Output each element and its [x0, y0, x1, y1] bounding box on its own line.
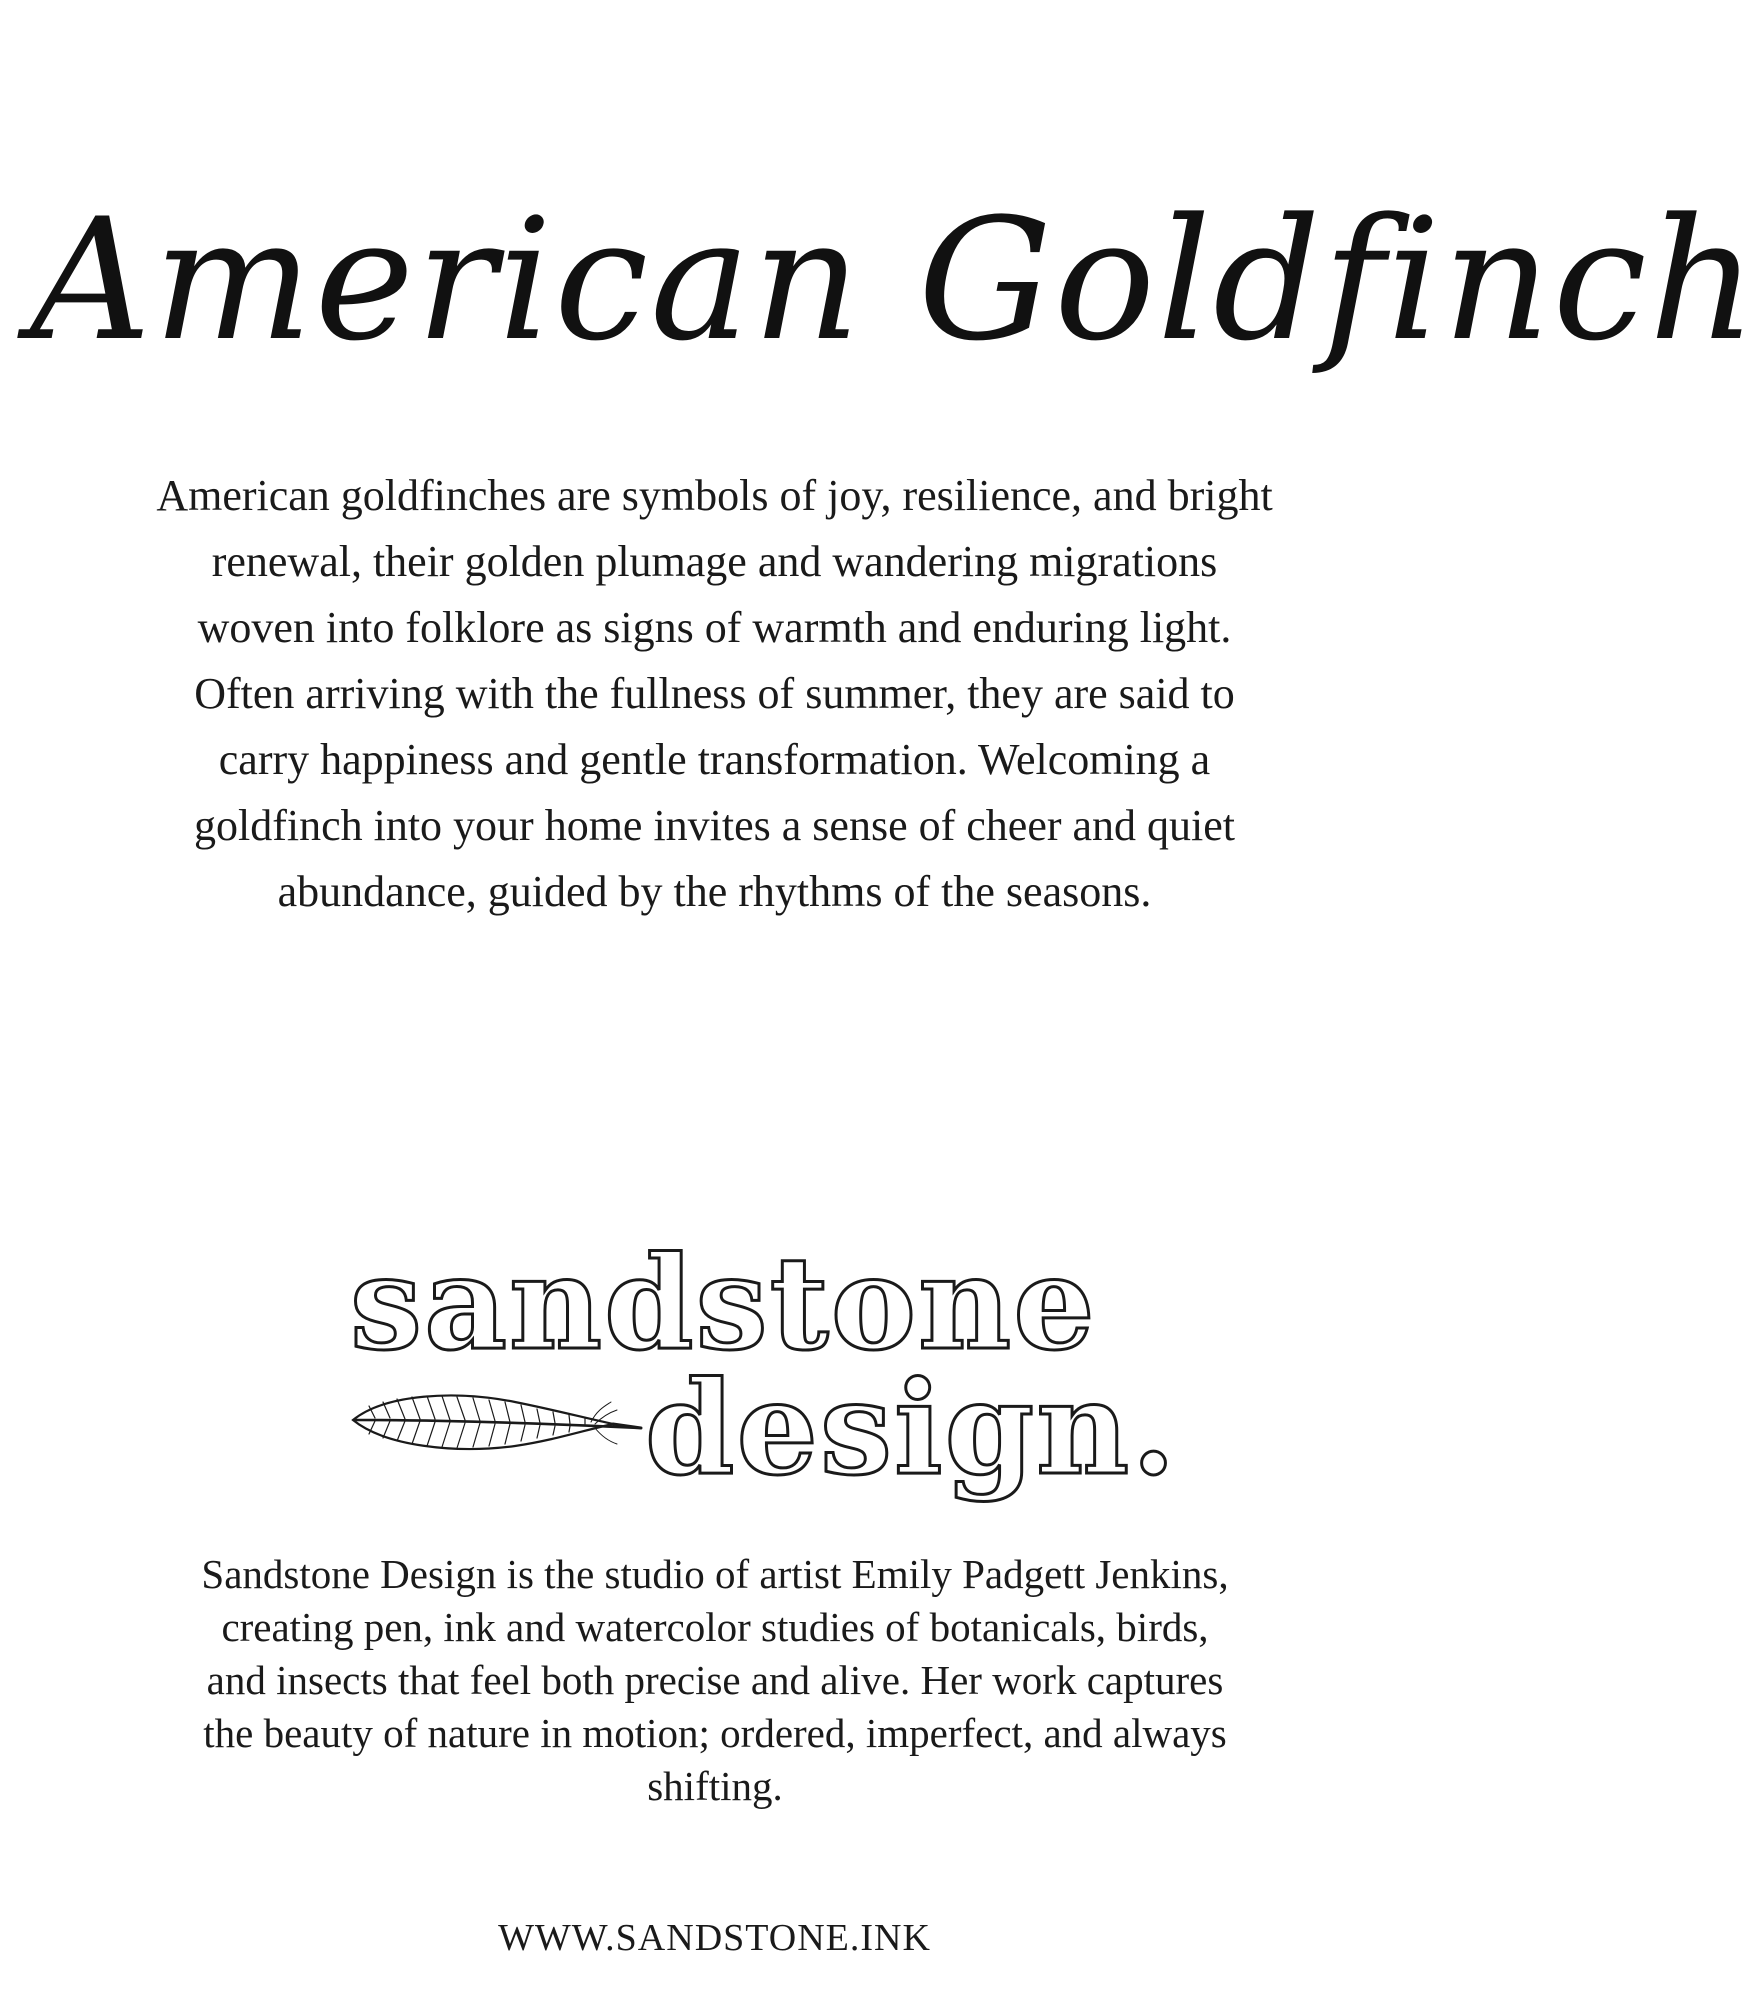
feather-icon: [345, 1380, 645, 1470]
sandstone-design-logo: [345, 1225, 1178, 1525]
website-url: WWW.SANDSTONE.INK: [498, 1917, 931, 1959]
intro-paragraph: American goldfinches are symbols of joy, resilience, and bright renewal, their golden plumage and wandering migrations woven into folklore as signs of warmth and enduring light. Often arriving with the fullness of summer, they are said to carry happiness and gentle transformation. Welcoming a goldfinch into your home invites a sense of cheer and quiet abundance, guided by the rhythms of the seasons.: [156, 471, 1273, 916]
page-title: American Goldfinch: [30, 182, 1759, 378]
logo-word-design: design.: [645, 1354, 1178, 1504]
logo-word-sandstone: sandstone: [350, 1229, 1097, 1379]
about-paragraph: Sandstone Design is the studio of artist Emily Padgett Jenkins, creating pen, ink and watercolor studies of botanicals, birds, and insects that feel both precise and alive. Her work captures the beauty of nature in motion; ordered, imperfect, and always shifting.: [201, 1551, 1229, 1809]
